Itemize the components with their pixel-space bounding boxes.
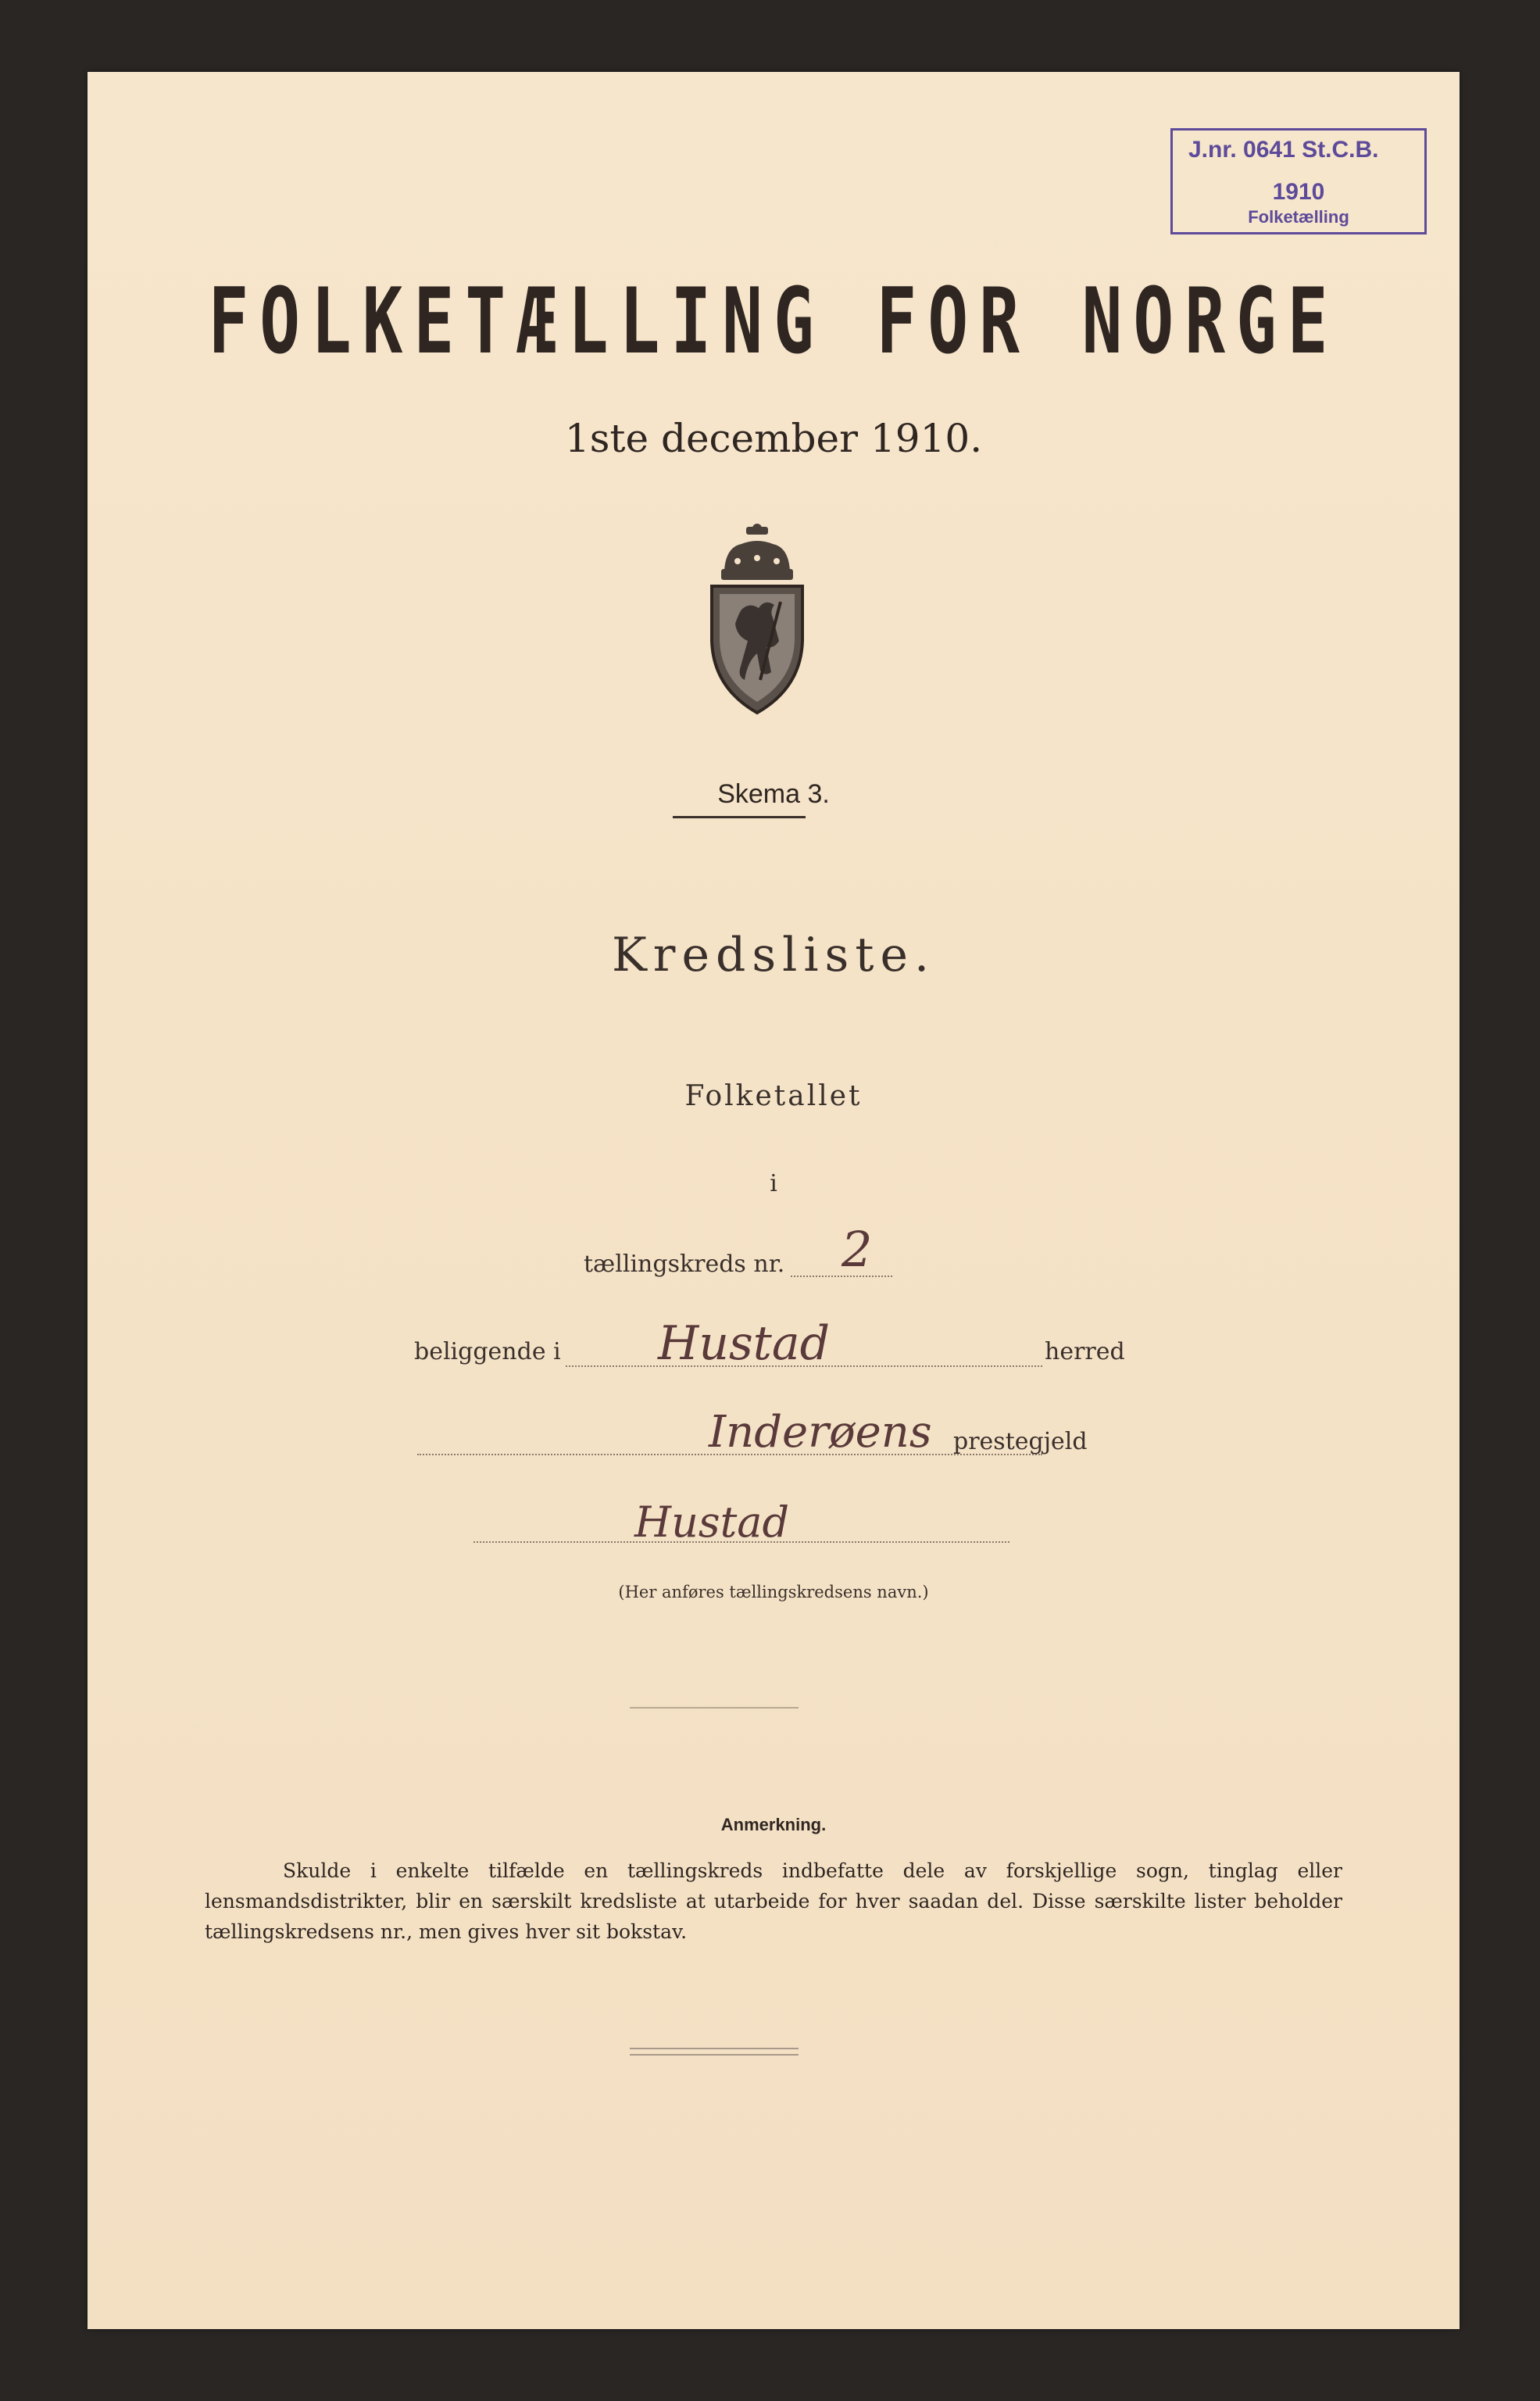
footer-rule-top bbox=[630, 2048, 799, 2049]
schema-underline bbox=[673, 816, 806, 818]
herred-label: herred bbox=[1045, 1338, 1125, 1365]
kreds-name-hint: (Her anføres tællingskredsens navn.) bbox=[618, 1583, 929, 1601]
prestegjeld-label: prestegjeld bbox=[953, 1428, 1088, 1455]
census-form-page bbox=[88, 72, 1460, 2329]
stamp-year: 1910 bbox=[1272, 179, 1325, 205]
kreds-name-value: Hustad bbox=[634, 1497, 790, 1547]
section-divider bbox=[630, 1707, 799, 1709]
preposition-i: i bbox=[770, 1170, 777, 1197]
registration-stamp bbox=[1170, 128, 1427, 234]
note-text: Skulde i enkelte tilfælde en tællingskreds indbefatte dele av forskjellige sogn, tinglag eller lensmandsdistrikter, blir en særskilt kredsliste at utarbeide for hver saadan del. Disse særskilte lister beholder tællingskredsens nr., men gives hver sit bokstav. bbox=[205, 1859, 1342, 1943]
stamp-label: Folketælling bbox=[1248, 207, 1349, 227]
note-title: Anmerkning. bbox=[720, 1815, 827, 1834]
norwegian-lion-coat-of-arms-icon bbox=[702, 524, 812, 715]
form-subheading: Folketallet bbox=[684, 1080, 863, 1112]
herred-value: Hustad bbox=[658, 1316, 831, 1371]
kreds-number-label: tællingskreds nr. bbox=[584, 1251, 785, 1278]
form-heading: Kredsliste. bbox=[611, 928, 936, 982]
schema-number: Skema 3. bbox=[717, 779, 830, 809]
stamp-journal-number: J.nr. 0641 St.C.B. bbox=[1188, 137, 1379, 163]
location-label: beliggende i bbox=[414, 1338, 561, 1365]
prestegjeld-value: Inderøens bbox=[709, 1407, 932, 1458]
footer-rule-bottom bbox=[630, 2054, 799, 2056]
census-date: 1ste december 1910. bbox=[564, 416, 983, 461]
page-title: FOLKETÆLLING FOR NORGE bbox=[208, 269, 1339, 375]
kreds-number-value: 2 bbox=[841, 1221, 873, 1278]
